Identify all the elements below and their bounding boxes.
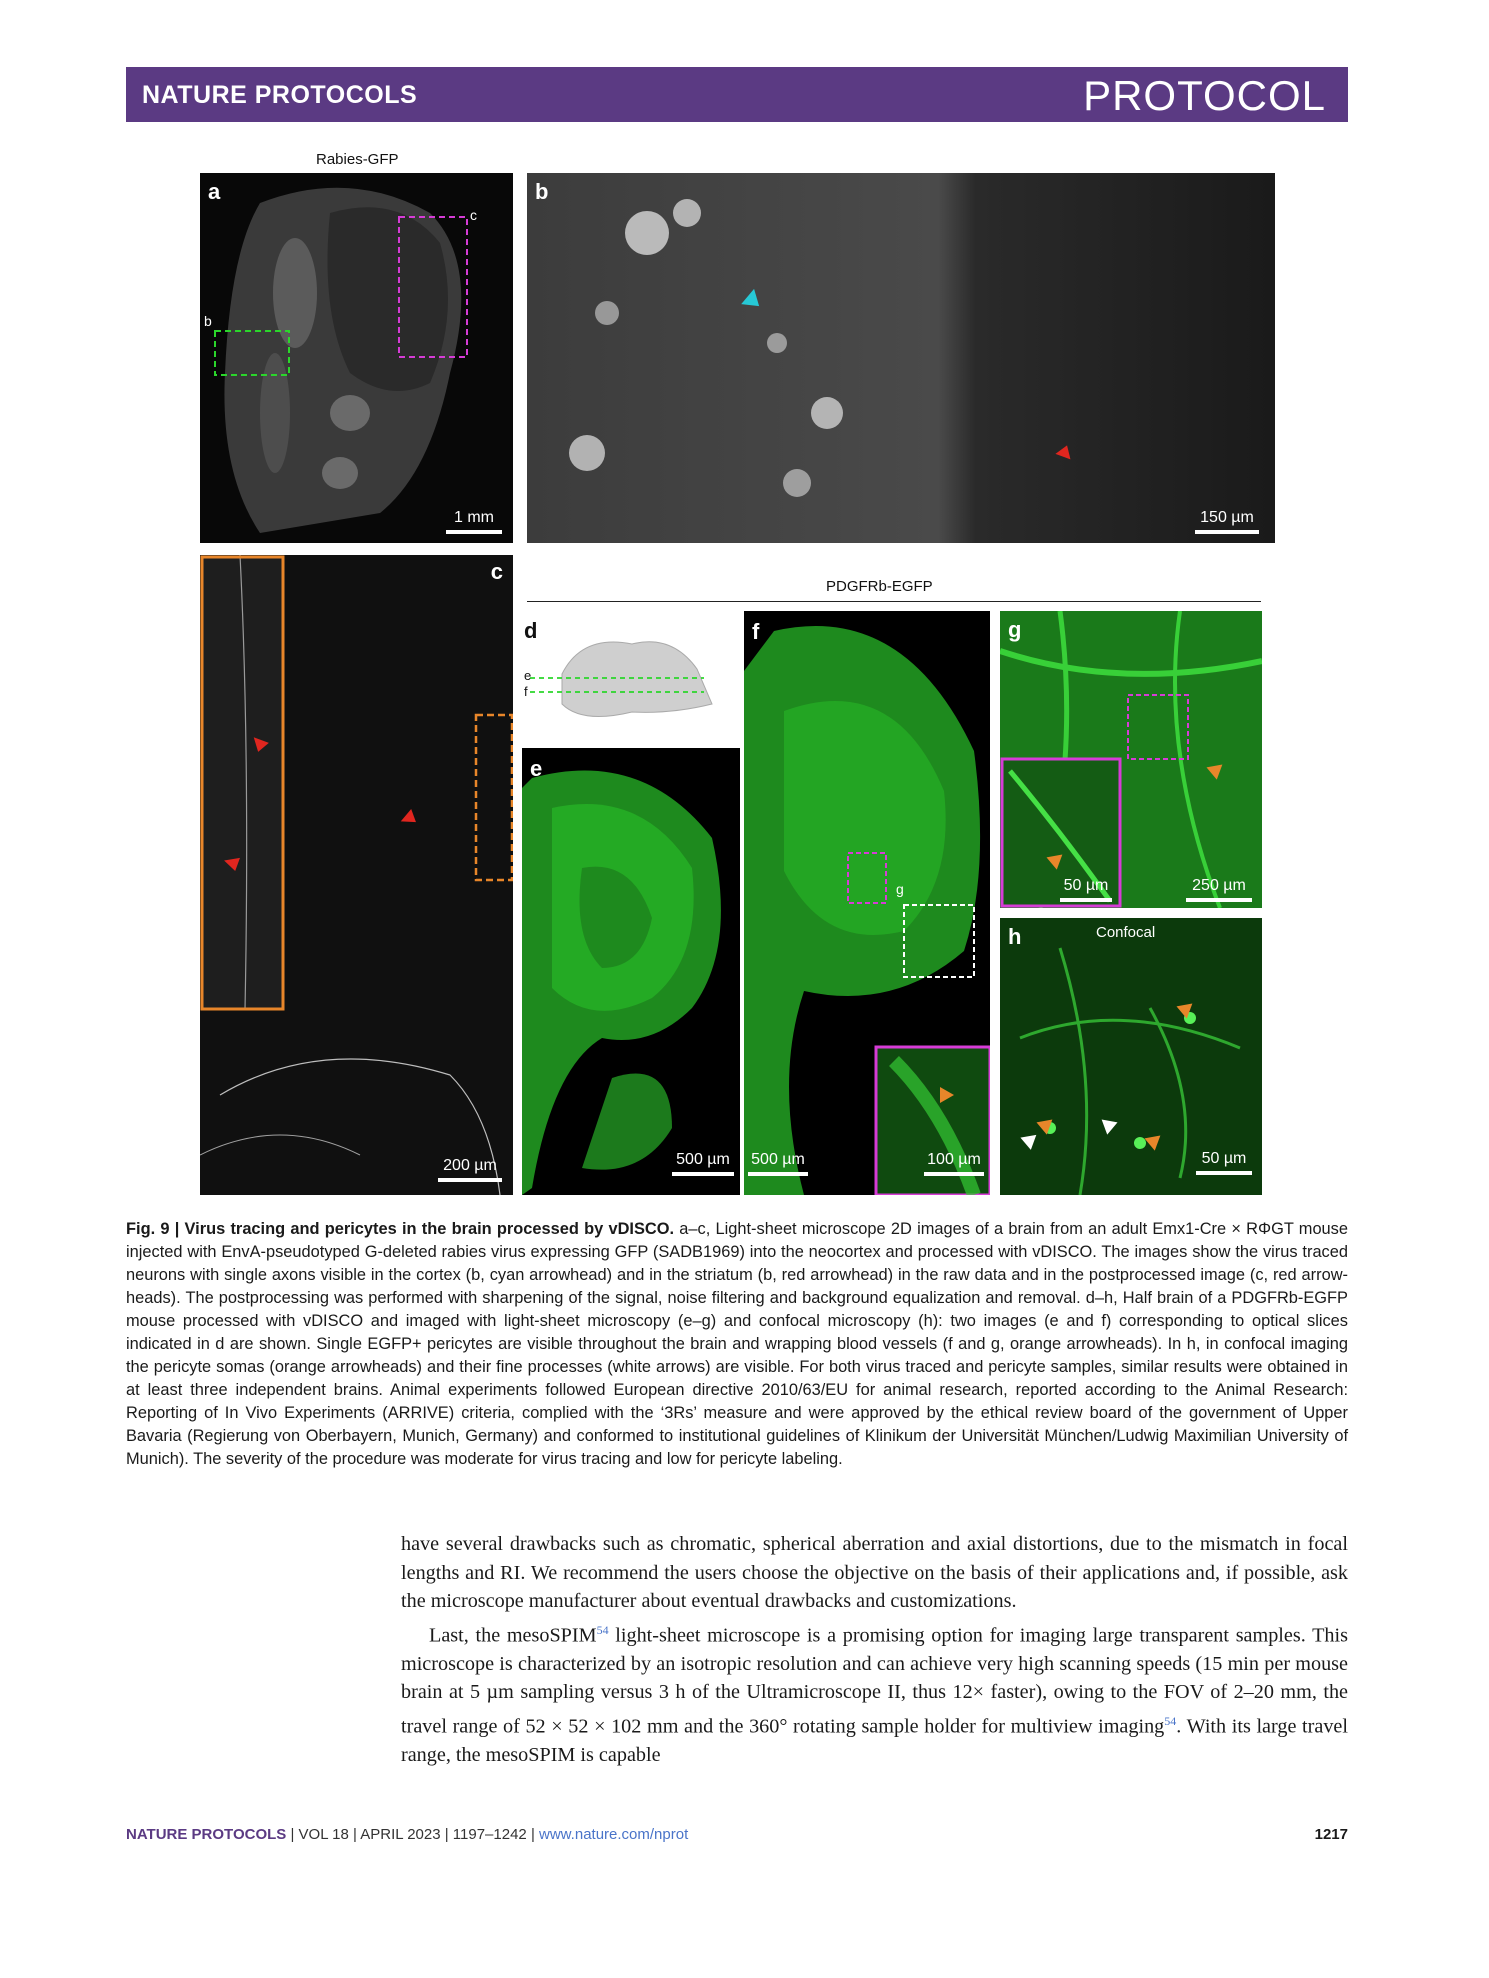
panel-b-scale-bar [1195,509,1259,534]
figure-caption [126,1218,1348,1471]
panel-h-scale-bar [1196,1150,1252,1175]
reference-54[interactable]: 54 [596,1622,609,1637]
footer-journal: NATURE PROTOCOLS [126,1826,287,1843]
panel-d-label: d [524,618,538,643]
page-footer [126,1826,1348,1843]
inset-c-marker: c [470,207,477,223]
figure-caption-label: Fig. 9 | Virus tracing and pericytes in the brain processed by vDISCO. [126,1220,675,1238]
page-number: 1217 [1314,1826,1348,1843]
footer-url-link[interactable]: www.nature.com/nprot [539,1826,689,1843]
inset-b-marker: b [204,313,212,329]
panel-h-confocal [1000,918,1262,1195]
panel-a-label: a [208,179,221,204]
paragraph-2 [401,1616,1348,1770]
panel-g-inset-scale-bar [1060,877,1112,902]
panel-f-inset-scale-text: 100 µm [927,1151,981,1168]
panel-b-cortex-striatum [527,173,1275,543]
panel-e-slice [522,748,740,1195]
panel-c-label: c [490,559,503,584]
panel-e-label: e [530,756,543,781]
panel-c-scale-bar [438,1157,502,1182]
panel-f-scale-bar [748,1151,808,1176]
inset-g-marker: g [896,881,904,897]
vessels-image [1000,611,1262,908]
rabies-gfp-label: Rabies-GFP [316,151,399,168]
slice-e-image [522,748,740,1195]
pdgfrb-egfp-label: PDGFRb-EGFP [826,578,933,595]
panel-f-slice [744,611,990,1195]
panel-g-scale-bar [1186,877,1252,902]
article-type: PROTOCOL [1083,72,1326,119]
panel-c-scale-text: 200 µm [443,1157,497,1174]
panel-e-scale-text: 500 µm [676,1151,730,1168]
slice-f-image [744,611,990,1195]
pdgfrb-section-rule [527,601,1261,602]
panel-g-scale-text: 250 µm [1192,877,1246,894]
panel-f-scale-text: 500 µm [751,1151,805,1168]
paragraph-1: have several drawbacks such as chromatic, spherical aberration and axial distortions, due to the mismatch in focal lengths and RI. We recommend the users choose the objective on the basis of their applications and, if possible, ask the microscope manufacturer about eventual drawbacks and customizations. [401,1533,1348,1612]
footer-volume: | VOL 18 | APRIL 2023 | 1197–1242 | [286,1826,540,1843]
panel-g-label: g [1008,617,1022,642]
panel-f-inset-scale-bar [924,1151,984,1176]
paragraph-2-part-b: light-sheet microscope is a promising option for imaging large transparent samples. This microscope is characterized by an isotropic resolution and can achieve very high scanning speeds (15 min per mouse brain at 5 µm sampling versus 3 h of the Ultramicroscope II, thus 12× faster), owing to the FOV of 2–20 mm, the travel range of 52 × 52 × 102 mm and the 360° rotating sample holder for multiview imaging [401,1624,1348,1738]
panel-d-brain-schematic [522,614,714,734]
reference-54-second[interactable]: 54 [1164,1713,1177,1728]
slice-f-marker: f [524,684,528,699]
panel-e-scale-bar [672,1151,734,1176]
panel-g-inset-scale-text: 50 µm [1063,877,1109,894]
panel-h-label: h [1008,924,1022,949]
brain-section-image [200,173,513,543]
panel-a-brain-overview [200,173,513,543]
postprocessed-image [200,555,513,1195]
panel-h-scale-text: 50 µm [1201,1150,1247,1167]
slice-e-marker: e [524,668,532,683]
panel-b-scale-text: 150 µm [1200,509,1254,526]
panel-g-vessels [1000,611,1262,908]
panel-f-label: f [752,619,760,644]
panel-h-title: Confocal [1096,924,1156,941]
figure-caption-text: a–c, Light-sheet microscope 2D images of a brain from an adult Emx1-Cre × RΦGT mouse injected with EnvA-pseudotyped G-deleted rabies virus expressing GFP (SADB1969) into the neocortex and processed with vDISCO. The images show the virus traced neurons with single axons visible in the cortex (b, cyan arrowhead) and in the striatum (b, red arrowhead) in the raw data and in the postprocessed image (c, red arrow-heads). The postprocessing was performed with sharpening of the signal, noise filtering and background equalization and removal. d–h, Half brain of a PDGFRb-EGFP mouse processed with vDISCO and imaged with light-sheet microscopy (e–g) and confocal microscopy (h): two images (e and f) corresponding to optical slices indicated in d are shown. Single EGFP+ pericytes are visible throughout the brain and wrapping blood vessels (f and g, orange arrowheads). In h, in confocal imaging the pericyte somas (orange arrowheads) and their fine processes (white arrows) are visible. For both virus traced and pericyte samples, similar results were obtained in at least three independent brains. Animal experiments followed European directive 2010/63/EU for animal research, reported according to the Animal Research: Reporting of In Vivo Experiments (ARRIVE) criteria, complied with the ‘3Rs’ measure and were approved by the ethical review board of the government of Upper Bavaria (Regierung von Oberbayern, Munich, Germany) and conformed to institutional guidelines of Klinikum der Universität München/Ludwig Maximilian University of Munich). The severity of the procedure was moderate for virus tracing and low for pericyte labeling. [126,1220,1348,1468]
body-text [401,1530,1348,1769]
cortex-image [527,173,1275,543]
panel-b-label: b [535,179,549,204]
brain-schematic [522,614,714,734]
panel-a-scale-bar [446,509,502,534]
paragraph-2-part-c: . With its large travel range, the mesoSPIM is capable [401,1715,1348,1766]
journal-name: NATURE PROTOCOLS [142,81,418,109]
panel-a-scale-text: 1 mm [454,509,494,526]
panel-c-postprocessed [200,555,513,1195]
paragraph-2-part-a: Last, the mesoSPIM [429,1624,597,1647]
